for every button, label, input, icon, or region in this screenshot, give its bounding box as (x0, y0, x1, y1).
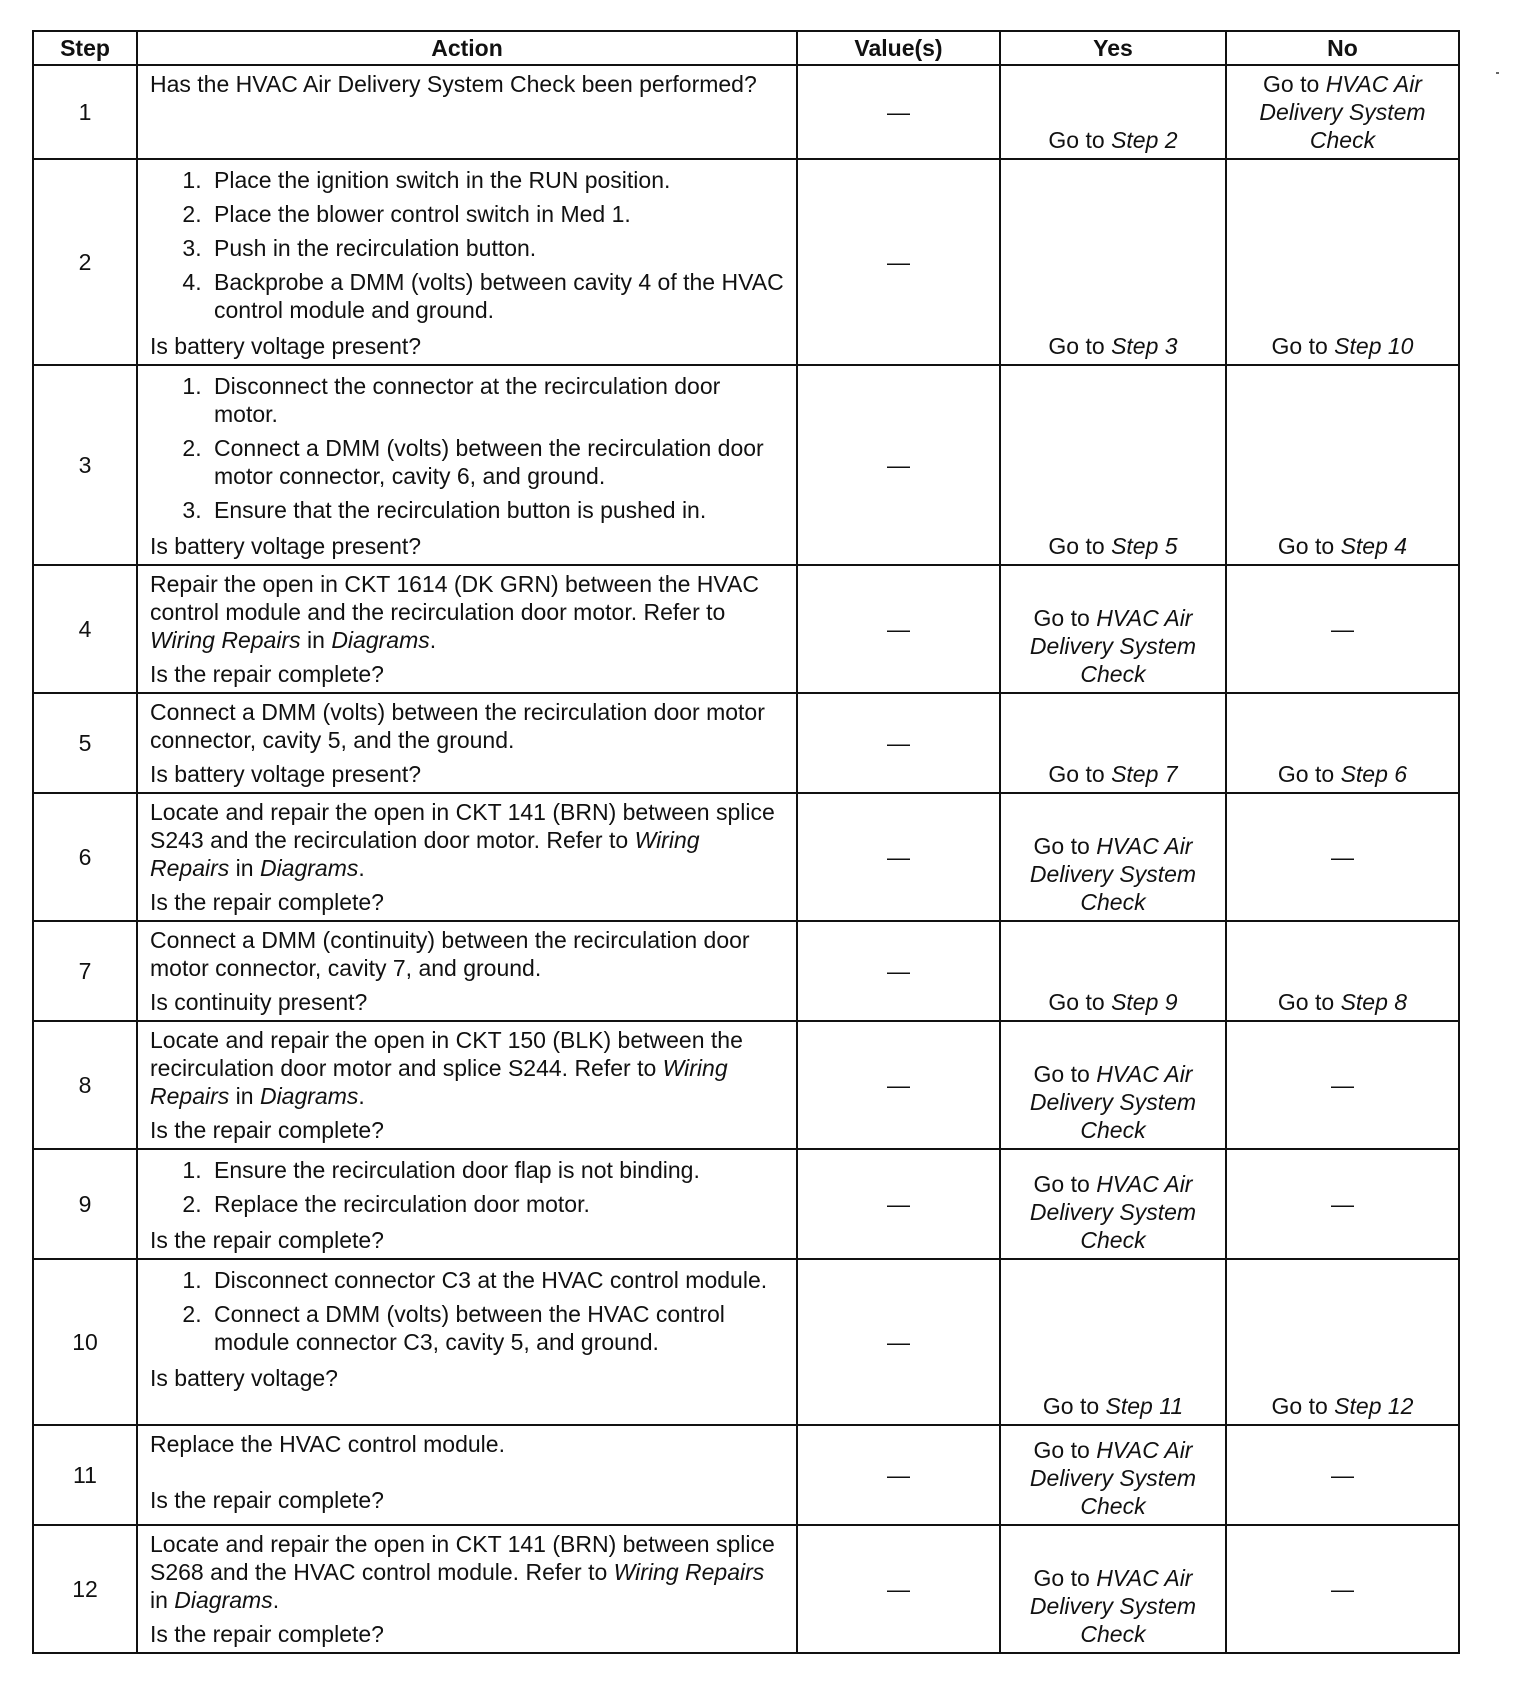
no-cell (1226, 65, 1459, 159)
action-text (150, 1530, 784, 1614)
diagrams-ref: Diagrams (259, 1083, 359, 1109)
action-mid: in (229, 1083, 260, 1109)
action-cell (137, 159, 797, 365)
value-cell: — (797, 159, 1000, 365)
no-cell (1226, 365, 1459, 565)
action-intro: Repair the open in CKT 1614 (DK GRN) between the HVAC control module and the recirculation door motor. Refer to (150, 571, 759, 625)
value-cell: — (797, 1525, 1000, 1653)
action-end: . (358, 855, 365, 881)
action-intro: Locate and repair the open in CKT 141 (BRN) between splice S243 and the recirculation door motor. Refer to (150, 799, 775, 853)
no-link[interactable]: HVAC Air Delivery System Check (1259, 71, 1426, 153)
wiring-repairs-ref: Wiring Repairs (613, 1559, 765, 1585)
action-cell (137, 1149, 797, 1259)
action-text (150, 1026, 784, 1110)
yes-prefix: Go to (1048, 127, 1112, 153)
header-values: Value(s) (797, 31, 1000, 65)
action-cell (137, 921, 797, 1021)
action-steps (150, 1156, 784, 1218)
action-cell (137, 1525, 797, 1653)
action-text: Connect a DMM (continuity) between the recirculation door motor connector, cavity 7, and ground. (150, 927, 750, 981)
yes-link[interactable]: Step 11 (1105, 1393, 1184, 1419)
no-prefix: Go to (1277, 989, 1341, 1015)
yes-prefix: Go to (1048, 533, 1112, 559)
action-text: Has the HVAC Air Delivery System Check been performed? (150, 71, 757, 97)
no-prefix: Go to (1277, 761, 1341, 787)
wiring-repairs-ref: Wiring Repairs (150, 827, 700, 881)
no-cell: — (1226, 1525, 1459, 1653)
yes-cell (1000, 693, 1226, 793)
yes-cell (1000, 1425, 1226, 1525)
no-cell: — (1226, 1425, 1459, 1525)
action-step: 1. Disconnect connector C3 at the HVAC control module. (208, 1266, 784, 1294)
table-row (33, 1149, 1459, 1259)
value-cell: — (797, 365, 1000, 565)
yes-prefix: Go to (1033, 833, 1097, 859)
action-cell (137, 693, 797, 793)
step-number: 6 (33, 793, 137, 921)
yes-cell (1000, 1021, 1226, 1149)
action-step: 1. Place the ignition switch in the RUN position. (208, 166, 784, 194)
action-mid: in (300, 627, 332, 653)
value-cell: — (797, 1425, 1000, 1525)
action-text: Replace the HVAC control module. (150, 1431, 505, 1457)
yes-prefix: Go to (1033, 1061, 1097, 1087)
table-row (33, 1525, 1459, 1653)
no-link[interactable]: Step 8 (1340, 989, 1408, 1015)
no-cell (1226, 921, 1459, 1021)
action-step: 1. Ensure the recirculation door flap is not binding. (208, 1156, 784, 1184)
no-cell: — (1226, 1149, 1459, 1259)
yes-cell (1000, 921, 1226, 1021)
action-end: . (358, 1083, 365, 1109)
action-question: Is the repair complete? (150, 1117, 384, 1143)
yes-cell (1000, 1149, 1226, 1259)
action-cell (137, 1021, 797, 1149)
header-step: Step (33, 31, 137, 65)
no-cell: — (1226, 1021, 1459, 1149)
action-question: Is the repair complete? (150, 1487, 384, 1513)
yes-link[interactable]: HVAC Air Delivery System Check (1029, 833, 1197, 915)
table-row (33, 793, 1459, 921)
yes-prefix: Go to (1048, 333, 1112, 359)
yes-link[interactable]: Step 9 (1111, 989, 1178, 1015)
value-cell: — (797, 693, 1000, 793)
action-question: Is battery voltage present? (150, 533, 422, 559)
action-cell (137, 1259, 797, 1425)
wiring-repairs-ref: Wiring Repairs (150, 627, 301, 653)
table-row (33, 365, 1459, 565)
yes-cell (1000, 1259, 1226, 1425)
yes-link[interactable]: Step 7 (1111, 761, 1178, 787)
action-question: Is continuity present? (150, 989, 368, 1015)
no-link[interactable]: Step 6 (1340, 761, 1408, 787)
yes-link[interactable]: HVAC Air Delivery System Check (1029, 1437, 1197, 1519)
step-number: 7 (33, 921, 137, 1021)
no-link[interactable]: Step 10 (1334, 333, 1414, 359)
step-number: 12 (33, 1525, 137, 1653)
step-number: 3 (33, 365, 137, 565)
wiring-repairs-ref: Wiring Repairs (150, 1055, 728, 1109)
action-step: 3. Ensure that the recirculation button is pushed in. (208, 496, 784, 524)
yes-prefix: Go to (1033, 605, 1097, 631)
action-end: . (429, 627, 437, 653)
yes-prefix: Go to (1033, 1171, 1097, 1197)
no-cell: — (1226, 793, 1459, 921)
yes-prefix: Go to (1048, 989, 1112, 1015)
yes-link[interactable]: HVAC Air Delivery System Check (1029, 1061, 1197, 1143)
step-number: 4 (33, 565, 137, 693)
action-intro: Locate and repair the open in CKT 150 (BLK) between the recirculation door motor and splice S244. Refer to (150, 1027, 743, 1081)
table-row (33, 1259, 1459, 1425)
action-intro: Locate and repair the open in CKT 141 (BRN) between splice S268 and the HVAC control module. Refer to (150, 1531, 775, 1585)
no-prefix: Go to (1271, 333, 1335, 359)
value-cell: — (797, 565, 1000, 693)
no-prefix: Go to (1271, 1393, 1335, 1419)
action-cell (137, 1425, 797, 1525)
no-link[interactable]: Step 12 (1334, 1393, 1414, 1419)
yes-prefix: Go to (1033, 1565, 1097, 1591)
no-link[interactable]: Step 4 (1340, 533, 1408, 559)
header-no: No (1226, 31, 1459, 65)
action-question: Is battery voltage? (150, 1365, 338, 1391)
value-cell: — (797, 1021, 1000, 1149)
action-text (150, 570, 784, 654)
yes-link[interactable]: HVAC Air Delivery System Check (1029, 1171, 1197, 1253)
action-mid: in (229, 855, 260, 881)
action-question: Is the repair complete? (150, 889, 384, 915)
header-row (33, 31, 1459, 65)
yes-prefix: Go to (1048, 761, 1112, 787)
yes-cell (1000, 65, 1226, 159)
yes-prefix: Go to (1033, 1437, 1097, 1463)
action-question: Is the repair complete? (150, 1227, 384, 1253)
table-row (33, 1021, 1459, 1149)
value-cell: — (797, 1259, 1000, 1425)
action-step: 2. Place the blower control switch in Med 1. (208, 200, 784, 228)
value-cell: — (797, 65, 1000, 159)
action-step: 4. Backprobe a DMM (volts) between cavity 4 of the HVAC control module and ground. (208, 268, 784, 324)
no-cell: — (1226, 565, 1459, 693)
action-question: Is battery voltage present? (150, 761, 422, 787)
no-cell (1226, 159, 1459, 365)
table-row (33, 65, 1459, 159)
step-number: 2 (33, 159, 137, 365)
table-row (33, 565, 1459, 693)
action-step: 1. Disconnect the connector at the recirculation door motor. (208, 372, 784, 428)
action-step: 2. Connect a DMM (volts) between the recirculation door motor connector, cavity 6, and ground. (208, 434, 784, 490)
action-steps (150, 372, 784, 524)
yes-cell (1000, 1525, 1226, 1653)
yes-link[interactable]: Step 5 (1111, 533, 1178, 559)
diagnostic-table (32, 30, 1460, 1654)
diagrams-ref: Diagrams (174, 1587, 273, 1613)
table-row (33, 921, 1459, 1021)
table-row (33, 159, 1459, 365)
header-yes: Yes (1000, 31, 1226, 65)
action-question: Is the repair complete? (150, 1621, 384, 1647)
action-mid: in (150, 1587, 175, 1613)
yes-cell (1000, 159, 1226, 365)
no-prefix: Go to (1263, 71, 1326, 97)
action-step: 2. Connect a DMM (volts) between the HVAC control module connector C3, cavity 5, and ground. (208, 1300, 784, 1356)
step-number: 9 (33, 1149, 137, 1259)
no-cell (1226, 693, 1459, 793)
table-row (33, 1425, 1459, 1525)
step-number: 11 (33, 1425, 137, 1525)
step-number: 10 (33, 1259, 137, 1425)
value-cell: — (797, 793, 1000, 921)
no-cell (1226, 1259, 1459, 1425)
action-cell (137, 565, 797, 693)
action-step: 3. Push in the recirculation button. (208, 234, 784, 262)
step-number: 1 (33, 65, 137, 159)
action-steps (150, 166, 784, 324)
yes-cell (1000, 565, 1226, 693)
no-prefix: Go to (1277, 533, 1341, 559)
step-number: 8 (33, 1021, 137, 1149)
scan-speck (1496, 72, 1499, 74)
yes-cell (1000, 793, 1226, 921)
yes-link[interactable]: Step 2 (1111, 127, 1178, 153)
action-cell (137, 365, 797, 565)
action-steps (150, 1266, 784, 1356)
action-cell (137, 65, 797, 159)
action-cell (137, 793, 797, 921)
yes-link[interactable]: HVAC Air Delivery System Check (1029, 605, 1197, 687)
diagrams-ref: Diagrams (259, 855, 359, 881)
yes-link[interactable]: HVAC Air Delivery System Check (1029, 1565, 1197, 1647)
action-text (150, 798, 784, 882)
action-step: 2. Replace the recirculation door motor. (208, 1190, 784, 1218)
yes-prefix: Go to (1042, 1393, 1106, 1419)
action-end: . (272, 1587, 280, 1613)
step-number: 5 (33, 693, 137, 793)
value-cell: — (797, 921, 1000, 1021)
yes-link[interactable]: Step 3 (1111, 333, 1178, 359)
header-action: Action (137, 31, 797, 65)
yes-cell (1000, 365, 1226, 565)
action-text: Connect a DMM (volts) between the recirculation door motor connector, cavity 5, and the ground. (150, 699, 765, 753)
diagrams-ref: Diagrams (331, 627, 430, 653)
value-cell: — (797, 1149, 1000, 1259)
table-row (33, 693, 1459, 793)
action-question: Is battery voltage present? (150, 333, 422, 359)
action-question: Is the repair complete? (150, 661, 384, 687)
